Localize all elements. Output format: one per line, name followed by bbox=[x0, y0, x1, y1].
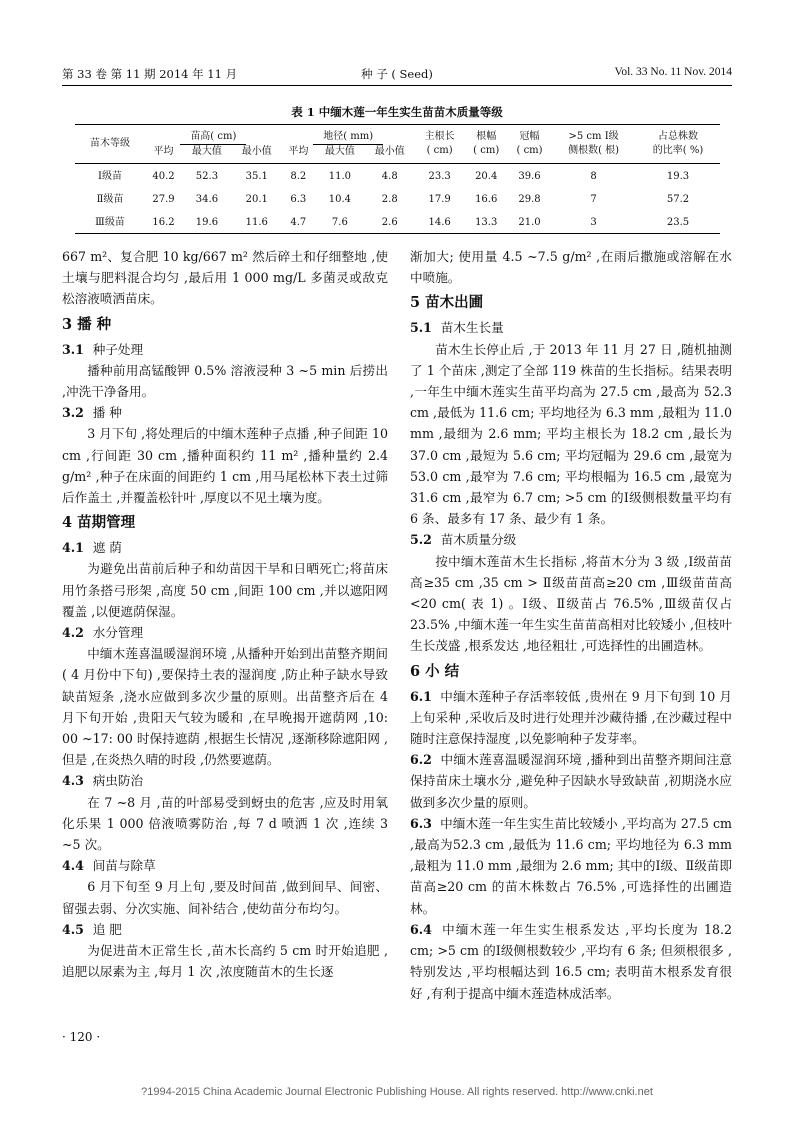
subsection-number: 3.2 bbox=[62, 405, 84, 421]
subsection-number: 4.3 bbox=[62, 773, 84, 789]
subsection-heading-5-2 bbox=[410, 529, 732, 550]
table-cell: 52.3 bbox=[195, 170, 219, 182]
col-crown-label: 冠幅 bbox=[519, 131, 540, 142]
table-cell: 23.3 bbox=[428, 170, 451, 182]
table-cell: 11.0 bbox=[328, 170, 352, 182]
table-cell: 16.6 bbox=[475, 193, 498, 205]
col-root-length bbox=[415, 125, 465, 164]
table-cell: 13.3 bbox=[465, 210, 508, 234]
table-cell: 34.6 bbox=[195, 193, 219, 205]
col-root-length-unit: ( cm) bbox=[426, 145, 453, 156]
journal-volume-issue-en: Vol. 33 No. 11 Nov. 2014 bbox=[614, 66, 732, 78]
col-height-avg: 平均 bbox=[145, 145, 182, 164]
subsection-number: 4.1 bbox=[62, 540, 84, 556]
col-diameter-max: 最大值 bbox=[315, 145, 365, 164]
table-cell: 2.8 bbox=[381, 193, 398, 205]
summary-item bbox=[410, 749, 732, 813]
subsection-heading-3-1 bbox=[62, 339, 388, 360]
section-heading-6: 6 小 结 bbox=[410, 662, 460, 680]
subsection-number: 4.2 bbox=[62, 625, 84, 641]
table-cell: 10.4 bbox=[328, 193, 352, 205]
table-row bbox=[75, 210, 720, 234]
table-row bbox=[75, 187, 720, 210]
col-crown bbox=[508, 125, 551, 164]
paragraph: 苗木生长停止后 ,于 2013 年 11 月 27 日 ,随机抽测了 1 个苗床 ,测定了全部 119 株苗的生长指标。结果表明 ,一年生中缅木莲实生苗平均高为 27.5 cm ,最高为 52.3 cm ,最低为 11.6 cm; 平均地径为 6.3 mm ,最粗为 11.0 mm ,最细为 2.6 mm; 平均主根长为 18.2 cm ,最长为 37.0 cm ,最短为 5.6 cm; 平均冠幅为 29.6 cm ,最宽为 53.0 cm ,最窄为 7.6 cm; 平均根幅为 16.5 cm ,最宽为 31.6 cm ,最窄为 6.7 cm; >5 cm 的Ⅰ级侧根数量平均有 6 条、最多有 17 条、最少有 1 条。 bbox=[410, 341, 732, 527]
subsection-title: 播 种 bbox=[92, 405, 122, 421]
table-cell: 3 bbox=[551, 210, 636, 234]
table-cell: Ⅱ级苗 bbox=[96, 193, 124, 205]
paragraph: 渐加大; 使用量 4.5 ~7.5 g/m² ,在雨后撒施或溶解在水中喷施。 bbox=[410, 249, 732, 286]
paragraph: 为避免出苗前后种子和幼苗因干旱和日晒死亡;将苗床用竹条搭弓形架 ,高度 50 cm ,间距 100 cm ,并以遮阳网覆盖 ,以便遮荫保湿。 bbox=[62, 561, 388, 619]
col-diameter-avg: 平均 bbox=[282, 145, 315, 164]
table-cell: 4.7 bbox=[282, 210, 315, 234]
subsection-title: 水分管理 bbox=[92, 625, 144, 641]
paragraph: 播种前用高锰酸钾 0.5% 溶液浸种 3 ~5 min 后捞出 ,冲洗干净备用。 bbox=[62, 362, 388, 400]
left-column bbox=[62, 246, 388, 983]
table-cell: 35.1 bbox=[245, 170, 268, 182]
table-cell: 19.6 bbox=[182, 210, 232, 234]
col-height-max: 最大值 bbox=[182, 145, 232, 164]
table-cell: 20.4 bbox=[475, 170, 498, 182]
table-cell: 57.2 bbox=[666, 193, 690, 205]
paragraph: 按中缅木莲苗木生长指标 ,将苗木分为 3 级 ,Ⅰ级苗苗高≥35 cm ,35 cm > Ⅱ级苗苗高≥20 cm ,Ⅲ级苗苗高 <20 cm( 表 1) 。Ⅰ级、Ⅱ级苗占 76.5% ,Ⅲ级苗仅占 23.5% ,中缅木莲一年生实生苗苗高相对比较矮小 ,但枝叶生长茂盛 ,根系发达 ,地径粗壮 ,可选择性的出圃造林。 bbox=[410, 553, 732, 654]
table-cell: 17.9 bbox=[428, 193, 451, 205]
table-cell: 21.0 bbox=[508, 210, 551, 234]
paragraph: 3 月下旬 ,将处理后的中缅木莲种子点播 ,种子间距 10 cm ,行间距 30 cm ,播种面积约 11 m² ,播种量约 2.4 g/m² ,种子在床面的间距约 1 cm ,用马尾松林下表土过筛后作盖土 ,并覆盖松针叶 ,厚度以不见土壤为度。 bbox=[62, 426, 388, 506]
col-crown-unit: ( cm) bbox=[516, 145, 543, 156]
summary-number: 6.3 bbox=[410, 815, 432, 831]
section-heading-4: 4 苗期管理 bbox=[62, 514, 136, 532]
journal-title: 种 子 ( Seed) bbox=[361, 67, 433, 81]
col-ratio-unit: 的比率( %) bbox=[652, 145, 704, 156]
right-column bbox=[410, 246, 732, 1004]
table-cell: 7.6 bbox=[315, 210, 365, 234]
section-heading-5: 5 苗木出圃 bbox=[410, 294, 484, 312]
section-heading-3: 3 播 种 bbox=[62, 315, 112, 333]
table-cell: 8.2 bbox=[290, 170, 307, 182]
subsection-number: 4.5 bbox=[62, 921, 84, 937]
subsection-heading-3-2 bbox=[62, 402, 388, 423]
subsection-number: 4.4 bbox=[62, 858, 84, 874]
col-lateral-roots-label: >5 cm Ⅰ级 bbox=[568, 131, 619, 142]
summary-text: 中缅木莲一年生实生苗比较矮小 ,平均高为 27.5 cm ,最高为52.3 cm ,最低为 11.6 cm; 平均地径为 6.3 mm ,最粗为 11.0 mm ,最细为 2.6 mm; 其中的Ⅰ级、Ⅱ级苗即苗高≥20 cm 的苗木株数占 76.5% ,可选择性的出圃造林。 bbox=[410, 815, 732, 916]
subsection-heading-4-1 bbox=[62, 537, 388, 558]
journal-volume-issue: 第 33 卷 第 11 期 2014 年 11 月 bbox=[62, 67, 238, 81]
col-height-min: 最小值 bbox=[232, 145, 282, 164]
subsection-number: 5.2 bbox=[410, 532, 432, 548]
table-cell: 19.3 bbox=[666, 170, 690, 182]
header-rule bbox=[62, 85, 732, 86]
table-cell: 7 bbox=[590, 193, 597, 205]
summary-number: 6.4 bbox=[410, 921, 432, 937]
subsection-heading-5-1 bbox=[410, 317, 732, 338]
summary-number: 6.1 bbox=[410, 688, 432, 704]
paragraph: 在 7 ~8 月 ,苗的叶部易受到蚜虫的危害 ,应及时用氧化乐果 1 000 倍液喷雾防治 ,每 7 d 喷洒 1 次 ,连续 3 ~5 次。 bbox=[62, 794, 388, 853]
summary-item bbox=[410, 813, 732, 919]
page-number: · 120 · bbox=[62, 1030, 101, 1044]
summary-text: 中缅木莲喜温暖湿润环境 ,播种到出苗整齐期间注意保持苗床土壤水分 ,避免种子因缺水导致缺苗 ,初期浇水应做到多次少量的原则。 bbox=[410, 752, 732, 810]
table-cell: 8 bbox=[590, 170, 597, 182]
subsection-title: 苗木质量分级 bbox=[440, 532, 517, 548]
table-row bbox=[75, 164, 720, 188]
subsection-title: 间苗与除草 bbox=[92, 858, 156, 874]
subsection-heading-4-4 bbox=[62, 855, 388, 876]
col-lateral-roots-unit: 侧根数( 根) bbox=[568, 145, 620, 156]
subsection-title: 种子处理 bbox=[92, 341, 144, 357]
paragraph: 6 月下旬至 9 月上旬 ,要及时间苗 ,做到间早、间密、留强去弱、分次实施、间补结合 ,使幼苗分布均匀。 bbox=[62, 879, 388, 916]
subsection-title: 苗木生长量 bbox=[440, 320, 504, 336]
col-diameter-min: 最小值 bbox=[365, 145, 415, 164]
paragraph: 为促进苗木正常生长 ,苗木长高约 5 cm 时开始追肥 ,追肥以尿素为主 ,每月 1 次 ,浓度随苗木的生长逐 bbox=[62, 943, 388, 980]
col-root-width-unit: ( cm) bbox=[473, 145, 500, 156]
summary-text: 中缅木莲种子存活率较低 ,贵州在 9 月下旬到 10 月上旬采种 ,采收后及时进行处理并沙藏待播 ,在沙藏过程中随时注意保持湿度 ,以免影响种子发芽率。 bbox=[410, 688, 732, 747]
table-caption: 表 1 中缅木莲一年生实生苗苗木质量等级 bbox=[291, 105, 503, 119]
table-cell: 23.5 bbox=[636, 210, 720, 234]
table-cell: 20.1 bbox=[245, 193, 268, 205]
subsection-heading-4-5 bbox=[62, 919, 388, 940]
running-header bbox=[62, 66, 732, 82]
summary-item bbox=[410, 686, 732, 750]
table-cell: Ⅰ级苗 bbox=[98, 170, 122, 182]
table-cell: 27.9 bbox=[152, 193, 175, 205]
table-cell: 2.6 bbox=[365, 210, 415, 234]
copyright-footer: ?1994-2015 China Academic Journal Electronic Publishing House. All rights reserved. http://www.cnki.net bbox=[141, 1086, 653, 1098]
col-ratio bbox=[636, 125, 720, 164]
subsection-title: 病虫防治 bbox=[92, 773, 144, 789]
col-root-length-label: 主根长 bbox=[424, 131, 455, 142]
subsection-title: 追 肥 bbox=[92, 921, 122, 937]
table-cell: 14.6 bbox=[415, 210, 465, 234]
table-cell: 6.3 bbox=[290, 193, 307, 205]
subsection-number: 5.1 bbox=[410, 320, 432, 336]
table-cell: Ⅲ级苗 bbox=[75, 210, 145, 234]
table-cell: 4.8 bbox=[381, 170, 398, 182]
col-grade: 苗木等级 bbox=[75, 125, 145, 164]
col-ratio-label: 占总株数 bbox=[657, 131, 698, 142]
col-root-width-label: 根幅 bbox=[476, 131, 497, 142]
summary-item bbox=[410, 919, 732, 1004]
summary-number: 6.2 bbox=[410, 752, 432, 768]
col-root-width bbox=[465, 125, 508, 164]
table-cell: 40.2 bbox=[152, 170, 175, 182]
table-cell: 29.8 bbox=[518, 193, 541, 205]
paragraph: 667 m²、复合肥 10 kg/667 m² 然后碎土和仔细整地 ,使土壤与肥料混合均匀 ,最后用 1 000 mg/L 多菌灵或敌克松溶液喷洒苗床。 bbox=[62, 249, 388, 307]
paragraph: 中缅木莲喜温暖湿润环境 ,从播种开始到出苗整齐期间( 4 月份中下旬) ,要保持土表的湿润度 ,防止种子缺水导致缺苗短条 ,浇水应做到多次少量的原则。出苗整齐后在 4 月下旬开始 ,贵阳天气较为暖和 ,在早晚揭开遮荫网 ,10: 00 ~17: 00 时保持遮荫 ,根据生长情况 ,逐渐移除遮阳网 ,但是 ,在炎热久晴的时段 ,仍然要遮荫。 bbox=[62, 646, 388, 768]
col-group-diameter: 地径( mm) bbox=[313, 130, 383, 145]
col-group-height: 苗高( cm) bbox=[180, 130, 246, 145]
summary-text: 中缅木莲一年生实生根系发达 ,平均长度为 18.2 cm; >5 cm 的Ⅰ级侧根数较少 ,平均有 6 条; 但须根很多 ,特别发达 ,平均根幅达到 16.5 cm; 表明苗木根系发育很好 ,有利于提高中缅木莲造林成活率。 bbox=[410, 921, 732, 1001]
table-cell: 16.2 bbox=[145, 210, 182, 234]
table-cell: 11.6 bbox=[232, 210, 282, 234]
seedling-quality-table bbox=[75, 124, 720, 234]
subsection-number: 3.1 bbox=[62, 341, 84, 357]
subsection-title: 遮 荫 bbox=[92, 540, 122, 556]
table-cell: 39.6 bbox=[518, 170, 541, 182]
subsection-heading-4-3 bbox=[62, 770, 388, 791]
col-lateral-roots bbox=[551, 125, 636, 164]
subsection-heading-4-2 bbox=[62, 622, 388, 643]
